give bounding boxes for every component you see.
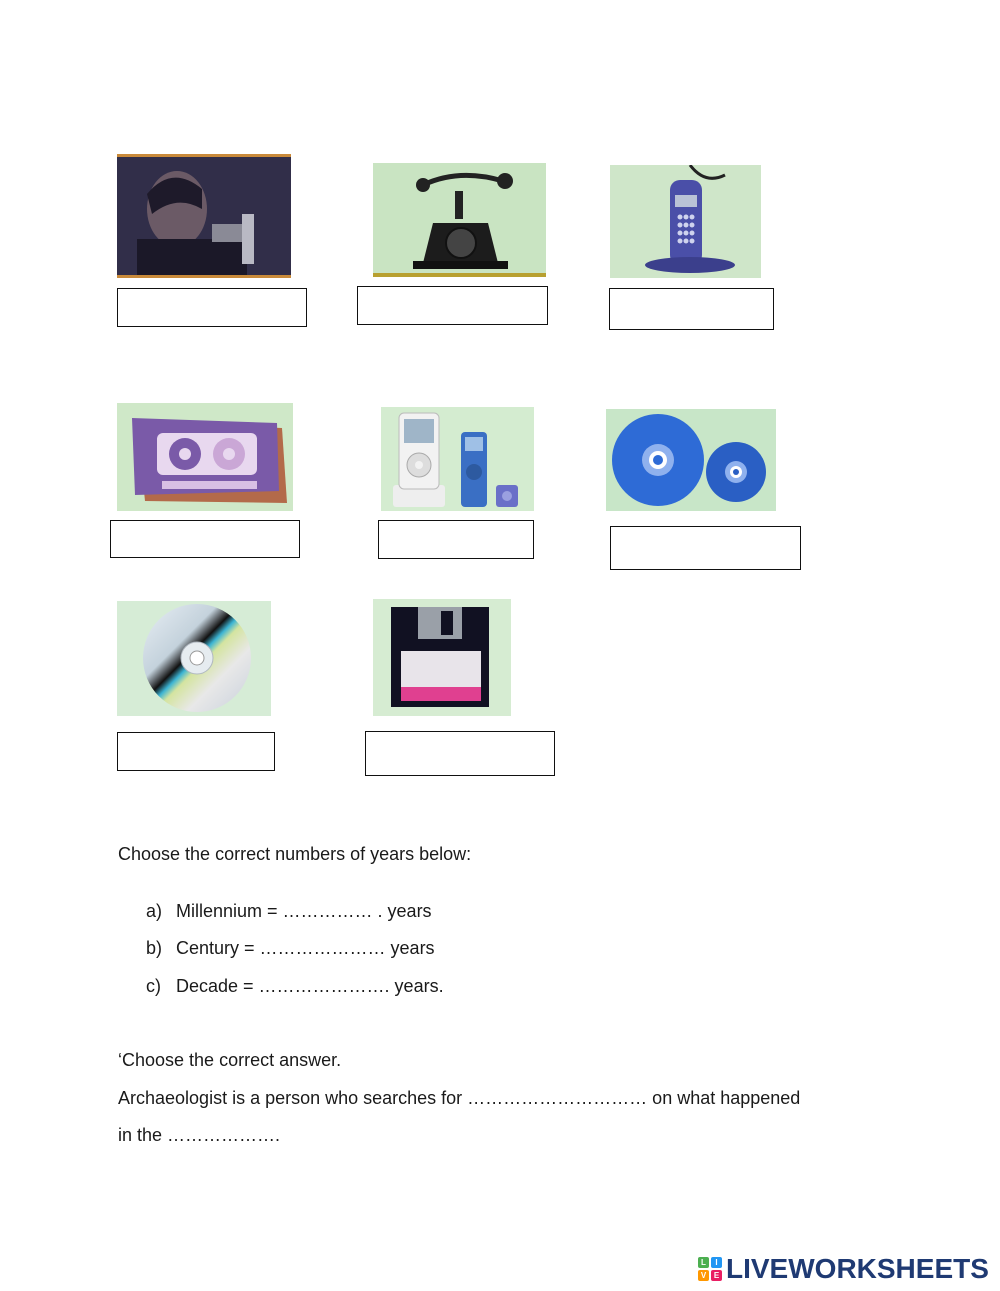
logo-tile: L (698, 1257, 709, 1268)
item-text: Century = ………………… years (176, 938, 435, 958)
logo-tiles-icon (698, 1257, 722, 1281)
bell-telephone-photo (117, 154, 291, 278)
cd-photo (117, 601, 271, 716)
answer-box-2[interactable] (357, 286, 548, 325)
answer-box-6[interactable] (610, 526, 801, 570)
cordless-phone-photo (610, 165, 761, 278)
years-instruction: Choose the correct numbers of years below: (118, 844, 472, 864)
mini-disc-photo (606, 409, 776, 511)
answer-box-5[interactable] (378, 520, 534, 559)
floppy-disk-photo (373, 599, 511, 716)
liveworksheets-logo (698, 1254, 989, 1284)
item-marker: c) (146, 976, 161, 996)
ipod-photo (381, 407, 534, 511)
rotary-phone-photo (373, 163, 546, 277)
years-item-century (146, 937, 435, 959)
logo-text: LIVEWORKSHEETS (726, 1253, 989, 1284)
item-text: Millennium = …………… . years (176, 901, 432, 921)
answer-box-7[interactable] (117, 732, 275, 771)
archaeologist-sentence-line1: Archaeologist is a person who searches for ………………………… on what happened (118, 1088, 801, 1108)
cassette-tape-photo (117, 403, 293, 511)
logo-tile: E (711, 1270, 722, 1281)
item-marker: a) (146, 901, 163, 921)
logo-tile: V (698, 1270, 709, 1281)
answer-box-8[interactable] (365, 731, 555, 776)
item-text: Decade = …………………. years. (176, 976, 444, 996)
years-item-millennium (146, 900, 432, 922)
logo-tile: I (711, 1257, 722, 1268)
item-marker: b) (146, 938, 163, 958)
archaeologist-sentence-line2: in the ………………. (118, 1125, 281, 1145)
answer-box-4[interactable] (110, 520, 300, 558)
answer-instruction: ‘Choose the correct answer. (118, 1050, 342, 1070)
answer-box-1[interactable] (117, 288, 307, 327)
answer-box-3[interactable] (609, 288, 774, 330)
years-item-decade (146, 975, 444, 997)
